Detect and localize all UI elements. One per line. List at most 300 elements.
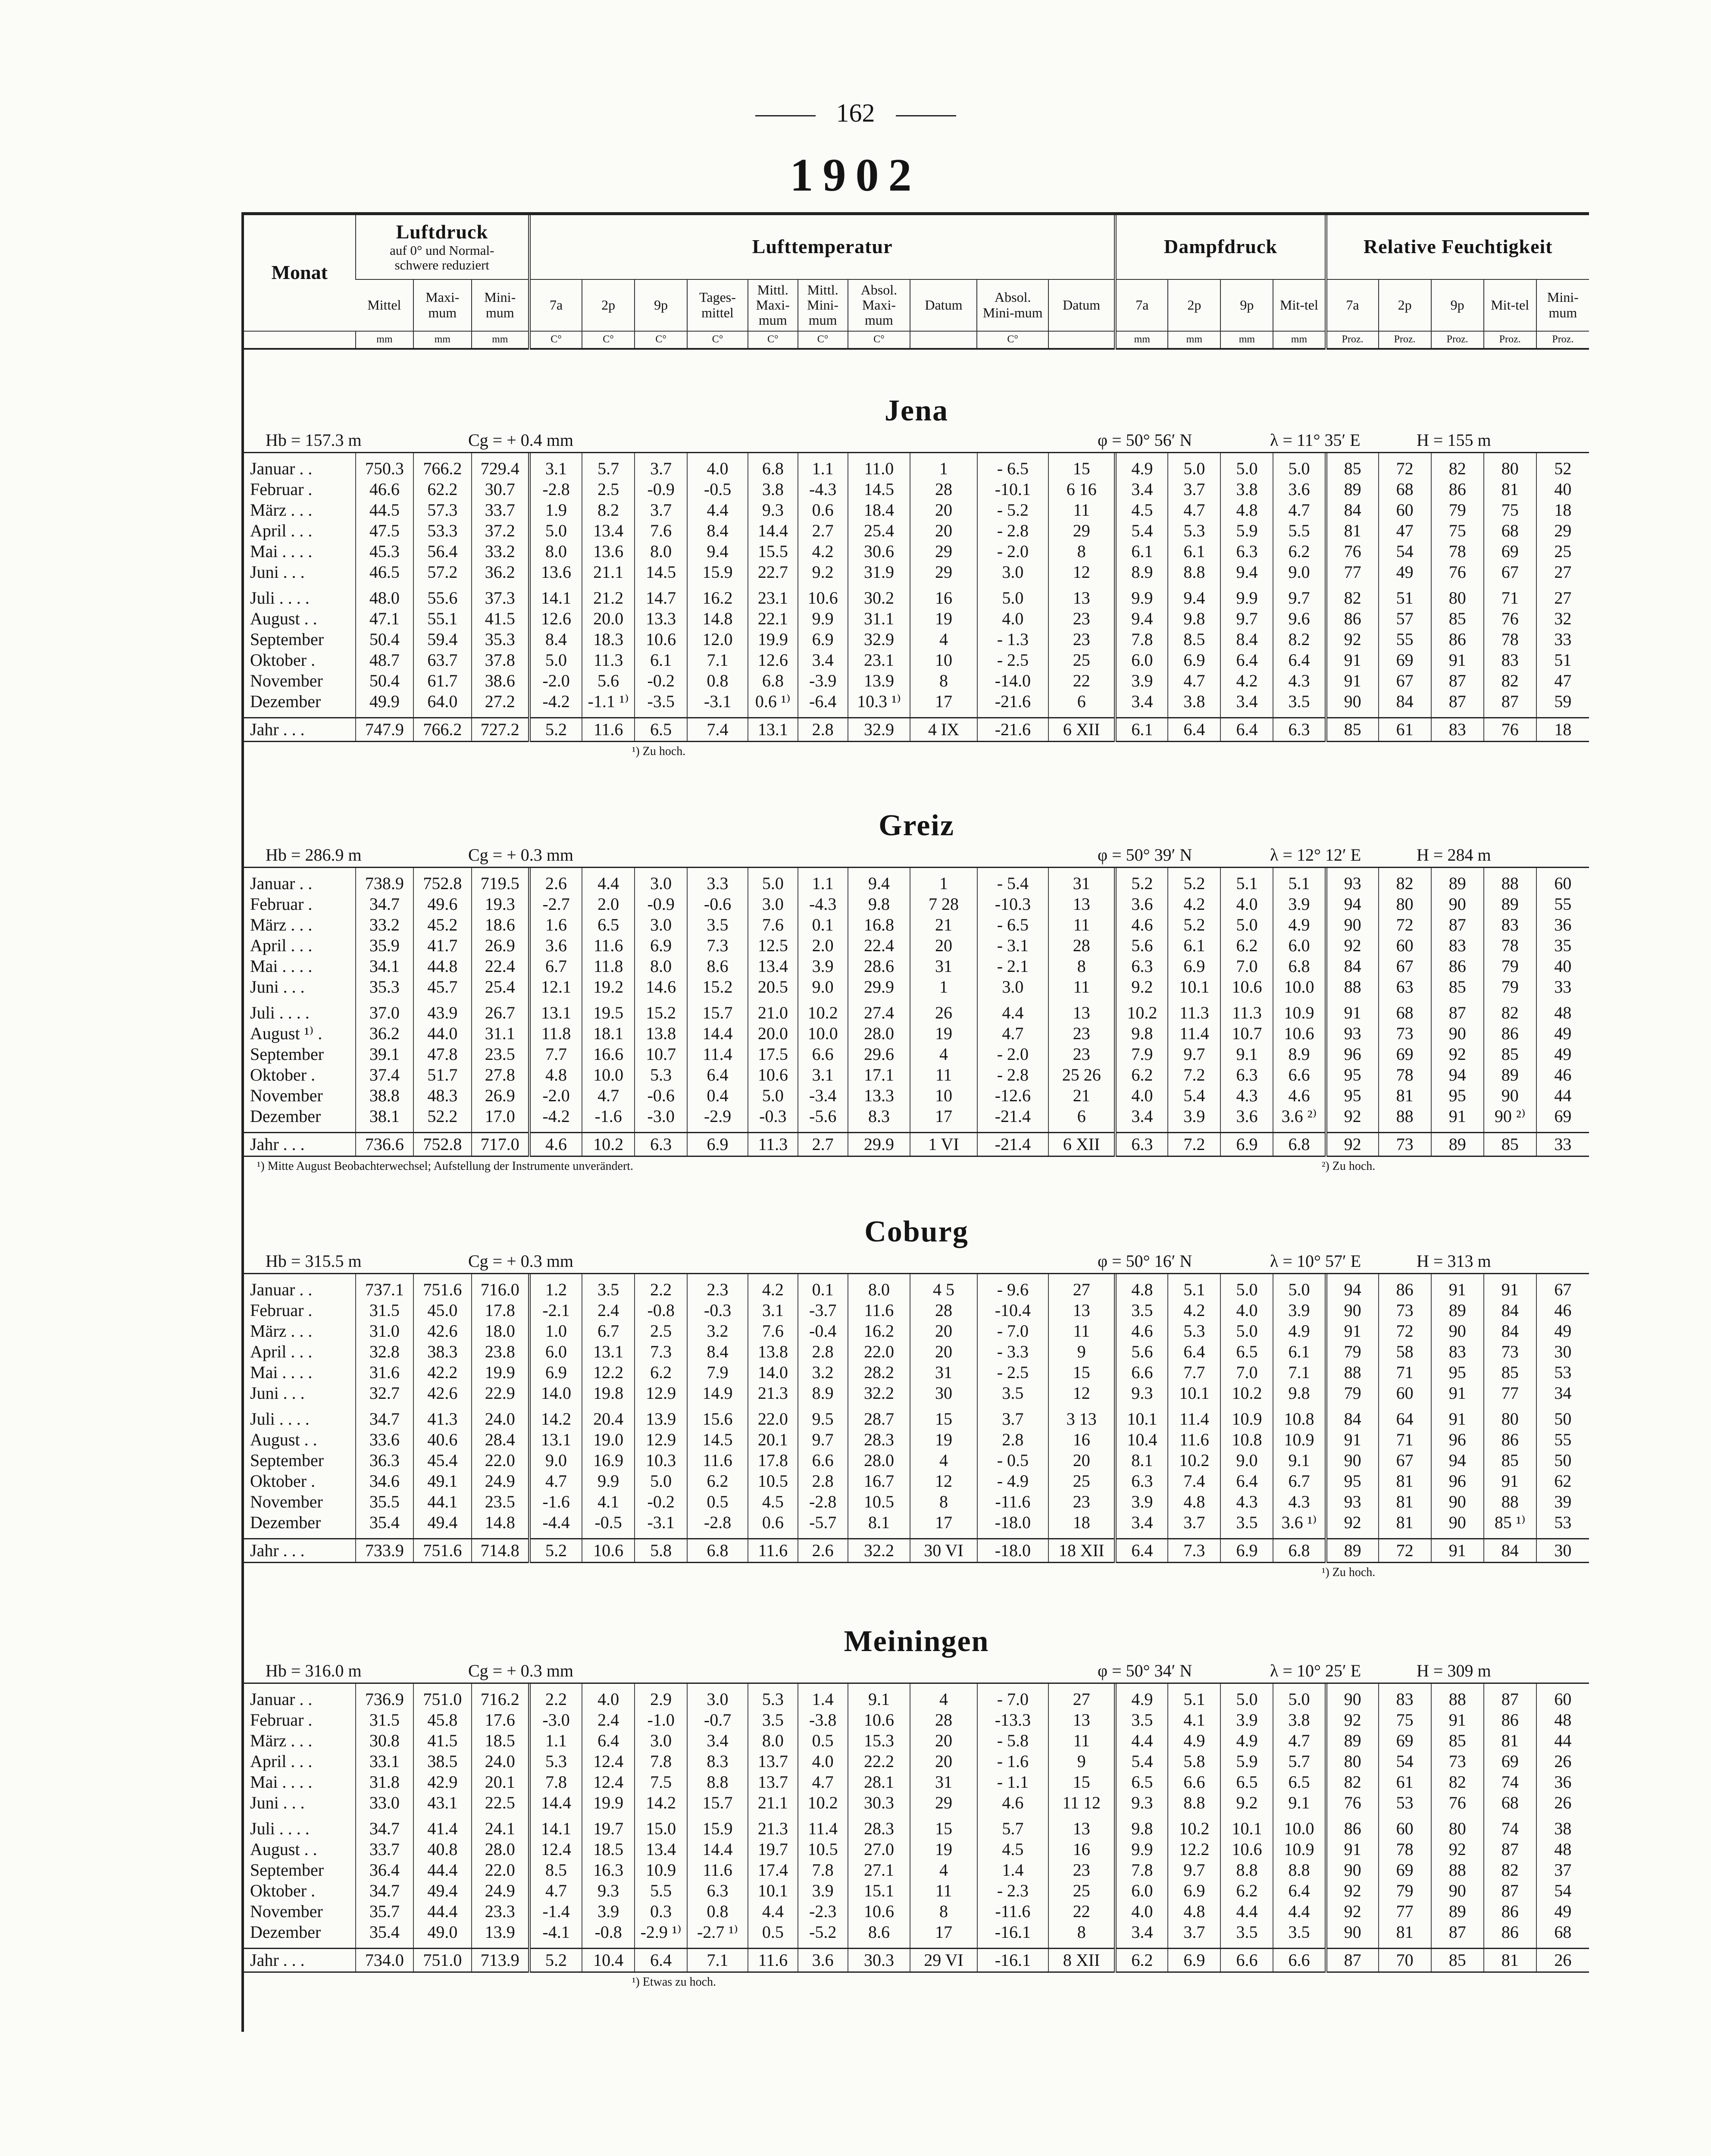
- cell: 92: [1326, 1512, 1379, 1533]
- month-row: [244, 1321, 1589, 1341]
- cell: 8.3: [687, 1751, 748, 1772]
- cell: 27: [1536, 588, 1589, 608]
- cell: 95: [1431, 1085, 1484, 1106]
- cell: 1.9: [529, 500, 582, 520]
- cell: 2.9: [635, 1689, 687, 1710]
- cell: 34.7: [356, 1818, 413, 1839]
- cell: 11.4: [1168, 1023, 1220, 1044]
- gap-cell: [635, 583, 687, 588]
- cell: 12.0: [687, 629, 748, 650]
- cell: 5.7: [1273, 1751, 1326, 1772]
- cell: 74: [1484, 1818, 1536, 1839]
- cell: 15: [910, 1818, 977, 1839]
- cell: 19.9: [472, 1362, 529, 1383]
- cell: 727.2: [472, 718, 529, 742]
- cell: 10.1: [748, 1880, 798, 1901]
- cell: 6.9: [1168, 1880, 1220, 1901]
- cell: 44.5: [356, 500, 413, 520]
- cell: 10.4: [1115, 1429, 1168, 1450]
- gap-cell: [910, 1943, 977, 1949]
- cell: 3.6: [529, 935, 582, 956]
- cell: 91: [1431, 1409, 1484, 1429]
- cell: 9.4: [848, 873, 910, 894]
- cell: 22: [1048, 1901, 1115, 1922]
- cell: 12: [1048, 1383, 1115, 1404]
- cell: 9.1: [1220, 1044, 1273, 1065]
- cell: 49: [1536, 1321, 1589, 1341]
- cell: 2.4: [582, 1300, 635, 1321]
- cell: 4.7: [977, 1023, 1049, 1044]
- cell: 5.5: [1273, 520, 1326, 541]
- cell: 4.1: [582, 1492, 635, 1512]
- cell: 90: [1326, 915, 1379, 935]
- cell: 26: [1536, 1792, 1589, 1813]
- cell: 67: [1536, 1279, 1589, 1300]
- station-data-table: [244, 1274, 1589, 1563]
- cell: 4.8: [529, 1065, 582, 1085]
- cell: 8.5: [1168, 629, 1220, 650]
- cell: - 2.5: [977, 650, 1049, 671]
- cell: 24.9: [472, 1471, 529, 1492]
- gap-cell: [1048, 1274, 1115, 1279]
- cell: 3.1: [798, 1065, 848, 1085]
- cell: 79: [1379, 1880, 1431, 1901]
- cell: 17: [910, 1106, 977, 1127]
- cell: 84: [1484, 1300, 1536, 1321]
- cell: -2.0: [529, 1085, 582, 1106]
- cell: 12.4: [582, 1772, 635, 1792]
- gap-cell: [1273, 583, 1326, 588]
- month-row: [244, 1429, 1589, 1450]
- cell: -0.7: [687, 1710, 748, 1730]
- cell: 3.7: [1168, 1512, 1220, 1533]
- gap-cell: [848, 1533, 910, 1539]
- gap-cell: [1326, 868, 1379, 873]
- cell: 736.6: [356, 1133, 413, 1156]
- cell: 73: [1379, 1300, 1431, 1321]
- cell: 75: [1431, 520, 1484, 541]
- cell: 82: [1326, 1772, 1379, 1792]
- station-data-table: [244, 1684, 1589, 1973]
- cell: 6.4: [687, 1065, 748, 1085]
- cell: 9.0: [529, 1450, 582, 1471]
- cell: 0.4: [687, 1085, 748, 1106]
- cell: 19.7: [748, 1839, 798, 1860]
- header-col-5: 9p: [635, 279, 687, 331]
- gap-cell: [977, 1274, 1049, 1279]
- cell: 67: [1379, 956, 1431, 977]
- cell: 30.7: [472, 479, 529, 500]
- cell: 91: [1431, 1710, 1484, 1730]
- cell: 0.6 ¹⁾: [748, 691, 798, 712]
- cell: 62: [1536, 1471, 1589, 1492]
- cell: 9.4: [1168, 588, 1220, 608]
- gap-cell: [1431, 1684, 1484, 1689]
- cell: 4.4: [748, 1901, 798, 1922]
- cell: 0.1: [798, 915, 848, 935]
- cell: 7.3: [1168, 1539, 1220, 1563]
- cell: 80: [1379, 894, 1431, 915]
- gap-cell: [413, 868, 471, 873]
- cell: 83: [1484, 915, 1536, 935]
- cell: 11.4: [798, 1818, 848, 1839]
- cell: 94: [1431, 1450, 1484, 1471]
- header-col-13: 7a: [1115, 279, 1168, 331]
- cell: 734.0: [356, 1949, 413, 1972]
- cell: 5.0: [748, 1085, 798, 1106]
- column-header: [244, 212, 1589, 350]
- cell: 22.2: [848, 1751, 910, 1772]
- cell: 3.0: [635, 915, 687, 935]
- station-phi: φ = 50° 39′ N: [1098, 845, 1192, 865]
- cell: 28.0: [472, 1839, 529, 1860]
- cell: - 5.4: [977, 873, 1049, 894]
- cell: 62.2: [413, 479, 471, 500]
- cell: 68: [1536, 1922, 1589, 1943]
- cell: 10.5: [748, 1471, 798, 1492]
- station-h: H = 284 m: [1417, 845, 1491, 865]
- gap-cell: [798, 1127, 848, 1133]
- cell: 30.3: [848, 1792, 910, 1813]
- cell: 23.1: [748, 588, 798, 608]
- cell: 19.9: [582, 1792, 635, 1813]
- cell: 83: [1484, 650, 1536, 671]
- cell: 6.2: [1115, 1949, 1168, 1972]
- cell: 36: [1536, 915, 1589, 935]
- cell: 4 5: [910, 1279, 977, 1300]
- cell: 16.6: [582, 1044, 635, 1065]
- unit-col-4: C°: [582, 331, 635, 349]
- cell: 35.4: [356, 1922, 413, 1943]
- gap-cell: [1115, 453, 1168, 458]
- gap-cell: [1484, 997, 1536, 1003]
- gap-cell: [1326, 453, 1379, 458]
- gap-cell: [1048, 1813, 1115, 1818]
- cell: 5.0: [1168, 458, 1220, 479]
- cell: 2.0: [582, 894, 635, 915]
- cell: -16.1: [977, 1949, 1049, 1972]
- cell: 16: [910, 588, 977, 608]
- gap-cell: [848, 453, 910, 458]
- cell: 4.4: [582, 873, 635, 894]
- cell: 92: [1326, 1710, 1379, 1730]
- gap-cell: [748, 583, 798, 588]
- cell: 6.4: [1220, 650, 1273, 671]
- cell: 3.9: [1168, 1106, 1220, 1127]
- cell: 17.8: [472, 1300, 529, 1321]
- cell: 7.3: [687, 935, 748, 956]
- cell: 6.4: [1273, 1880, 1326, 1901]
- month-label: November: [250, 1902, 323, 1921]
- cell: 69: [1484, 1751, 1536, 1772]
- cell: 21.2: [582, 588, 635, 608]
- unit-col-5: C°: [635, 331, 687, 349]
- cell: 8.1: [1115, 1450, 1168, 1471]
- station-footnotes: [244, 1973, 1589, 1995]
- cell: 54: [1379, 1751, 1431, 1772]
- gap-cell: [244, 1533, 356, 1539]
- month-row: [244, 458, 1589, 479]
- gap-cell: [910, 997, 977, 1003]
- cell: 20.5: [748, 977, 798, 997]
- header-lufttemperatur: Lufttemperatur: [529, 214, 1115, 279]
- cell: 22.4: [472, 956, 529, 977]
- cell: 44.8: [413, 956, 471, 977]
- cell: 22.5: [472, 1792, 529, 1813]
- cell: 8.8: [687, 1772, 748, 1792]
- cell: 10.2: [798, 1003, 848, 1023]
- cell: 39.1: [356, 1044, 413, 1065]
- cell: -0.5: [687, 479, 748, 500]
- cell: 4.7: [529, 1471, 582, 1492]
- cell: 12.9: [635, 1429, 687, 1450]
- cell: 3.5: [1115, 1300, 1168, 1321]
- cell: 19: [910, 1839, 977, 1860]
- cell: 3.4: [1115, 1106, 1168, 1127]
- cell: 12.6: [529, 608, 582, 629]
- cell: 81: [1326, 520, 1379, 541]
- cell: 9.2: [1115, 977, 1168, 997]
- cell: -21.6: [977, 718, 1049, 742]
- cell: 2.4: [582, 1710, 635, 1730]
- cell: 13: [1048, 1818, 1115, 1839]
- gap-cell: [356, 712, 413, 718]
- gap-cell: [977, 868, 1049, 873]
- cell: 747.9: [356, 718, 413, 742]
- cell: 3.4: [1115, 479, 1168, 500]
- gap-cell: [1168, 583, 1220, 588]
- cell: 69: [1484, 541, 1536, 562]
- month-row: [244, 1023, 1589, 1044]
- station-meiningen: [244, 1623, 1589, 1995]
- gap-cell: [582, 1813, 635, 1818]
- gap-cell: [472, 1943, 529, 1949]
- gap-cell: [1326, 712, 1379, 718]
- cell: 7.9: [687, 1362, 748, 1383]
- month-row: [244, 894, 1589, 915]
- cell: 6.9: [635, 935, 687, 956]
- cell: 4: [910, 1044, 977, 1065]
- cell: 7.6: [748, 1321, 798, 1341]
- cell: 8.2: [1273, 629, 1326, 650]
- row-gap: [244, 712, 1589, 718]
- cell: 6.2: [1220, 1880, 1273, 1901]
- cell: 4.6: [1273, 1085, 1326, 1106]
- header-dampfdruck: Dampfdruck: [1115, 214, 1326, 279]
- cell: 17.1: [848, 1065, 910, 1085]
- footnote: ¹) Zu hoch.: [632, 745, 686, 758]
- cell: 11.8: [582, 956, 635, 977]
- cell: - 4.9: [977, 1471, 1049, 1492]
- gap-cell: [1115, 1274, 1168, 1279]
- cell: -4.1: [529, 1922, 582, 1943]
- cell: 7.8: [1115, 629, 1168, 650]
- cell: 10.6: [1273, 1023, 1326, 1044]
- gap-cell: [910, 1684, 977, 1689]
- cell: 9.7: [1220, 608, 1273, 629]
- cell: 3.1: [748, 1300, 798, 1321]
- cell: 77: [1326, 562, 1379, 583]
- cell: 15.9: [687, 562, 748, 583]
- station-lambda: λ = 10° 25′ E: [1270, 1661, 1361, 1680]
- cell: 11: [1048, 915, 1115, 935]
- gap-cell: [1168, 1127, 1220, 1133]
- cell: 41.3: [413, 1409, 471, 1429]
- cell: 28: [910, 1710, 977, 1730]
- cell: 32.2: [848, 1539, 910, 1563]
- cell: 18.1: [582, 1023, 635, 1044]
- cell: 8.4: [687, 1341, 748, 1362]
- cell: 49.4: [413, 1512, 471, 1533]
- cell: 5.6: [1115, 1341, 1168, 1362]
- cell: -5.6: [798, 1106, 848, 1127]
- cell: 87: [1431, 915, 1484, 935]
- cell: 11 12: [1048, 1792, 1115, 1813]
- cell: 10.0: [798, 1023, 848, 1044]
- cell: 76: [1326, 541, 1379, 562]
- gap-cell: [1048, 1404, 1115, 1409]
- cell: 17.5: [748, 1044, 798, 1065]
- cell: 6.2: [635, 1362, 687, 1383]
- gap-cell: [582, 712, 635, 718]
- year-row: [244, 1133, 1589, 1156]
- month-row: [244, 1065, 1589, 1085]
- gap-cell: [1273, 453, 1326, 458]
- cell: 14.8: [472, 1512, 529, 1533]
- cell: 56.4: [413, 541, 471, 562]
- footnote: ¹) Mitte August Beobachterwechsel; Aufstellung der Instrumente unverändert.: [257, 1159, 634, 1173]
- station-lambda: λ = 12° 12′ E: [1270, 845, 1361, 865]
- cell: 13: [1048, 1003, 1115, 1023]
- cell: 19.2: [582, 977, 635, 997]
- cell: 33: [1536, 977, 1589, 997]
- cell: 10.2: [1220, 1383, 1273, 1404]
- cell: 36.3: [356, 1450, 413, 1471]
- cell: 73: [1379, 1023, 1431, 1044]
- cell: 6.8: [1273, 956, 1326, 977]
- gap-cell: [1379, 997, 1431, 1003]
- cell: 60: [1379, 500, 1431, 520]
- cell: 11.0: [848, 458, 910, 479]
- cell: 51: [1379, 588, 1431, 608]
- cell: 3.4: [1115, 691, 1168, 712]
- cell: 79: [1326, 1383, 1379, 1404]
- cell: 38.8: [356, 1085, 413, 1106]
- cell: 30.8: [356, 1730, 413, 1751]
- cell: 6.5: [582, 915, 635, 935]
- cell: 0.5: [748, 1922, 798, 1943]
- cell: 69: [1379, 650, 1431, 671]
- cell: 82: [1484, 1860, 1536, 1880]
- gap-cell: [1115, 1533, 1168, 1539]
- gap-cell: [1484, 453, 1536, 458]
- gap-cell: [413, 1274, 471, 1279]
- cell: 3.0: [977, 977, 1049, 997]
- cell: 7.9: [1115, 1044, 1168, 1065]
- gap-cell: [1536, 1943, 1589, 1949]
- gap-cell: [687, 583, 748, 588]
- month-label: Juni . . .: [250, 1793, 305, 1812]
- cell: 8: [910, 1492, 977, 1512]
- cell: 81: [1379, 1471, 1431, 1492]
- gap-cell: [910, 1533, 977, 1539]
- gap-cell: [1220, 1684, 1273, 1689]
- cell: 71: [1379, 1362, 1431, 1383]
- cell: 3.4: [798, 650, 848, 671]
- gap-cell: [748, 1533, 798, 1539]
- cell: 46.5: [356, 562, 413, 583]
- gap-cell: [582, 1684, 635, 1689]
- cell: 32.2: [848, 1383, 910, 1404]
- cell: 30: [910, 1383, 977, 1404]
- cell: 21.3: [748, 1818, 798, 1839]
- cell: 90: [1326, 1860, 1379, 1880]
- cell: 16.8: [848, 915, 910, 935]
- cell: 20: [910, 1730, 977, 1751]
- unit-col-20: Proz.: [1484, 331, 1536, 349]
- gap-cell: [529, 997, 582, 1003]
- cell: 17: [910, 1512, 977, 1533]
- cell: 35.7: [356, 1901, 413, 1922]
- cell: 10.9: [1220, 1409, 1273, 1429]
- cell: 19.8: [582, 1383, 635, 1404]
- cell: -2.9: [687, 1106, 748, 1127]
- year-row: [244, 718, 1589, 742]
- cell: 4.0: [1115, 1901, 1168, 1922]
- header-col-10: Datum: [910, 279, 977, 331]
- month-row: [244, 671, 1589, 691]
- cell: 751.6: [413, 1539, 471, 1563]
- cell: 95: [1326, 1085, 1379, 1106]
- gap-cell: [1220, 1274, 1273, 1279]
- cell: 82: [1431, 1772, 1484, 1792]
- month-row: [244, 1922, 1589, 1943]
- gap-cell: [529, 1533, 582, 1539]
- cell: 1.1: [798, 458, 848, 479]
- month-row: [244, 608, 1589, 629]
- header-col-15: 9p: [1220, 279, 1273, 331]
- gap-cell: [1536, 997, 1589, 1003]
- cell: 15.2: [687, 977, 748, 997]
- gap-cell: [1115, 1404, 1168, 1409]
- cell: 29: [910, 1792, 977, 1813]
- month-row: [244, 1880, 1589, 1901]
- cell: 6.6: [1273, 1949, 1326, 1972]
- gap-cell: [687, 997, 748, 1003]
- cell: 3.9: [1220, 1710, 1273, 1730]
- cell: 19.9: [748, 629, 798, 650]
- cell: 38.6: [472, 671, 529, 691]
- cell: 91: [1326, 1003, 1379, 1023]
- cell: 24.1: [472, 1818, 529, 1839]
- cell: 89: [1431, 1901, 1484, 1922]
- gap-cell: [910, 1274, 977, 1279]
- cell: 12.6: [748, 650, 798, 671]
- cell: 31.0: [356, 1321, 413, 1341]
- cell: 21: [1048, 1085, 1115, 1106]
- cell: 4.0: [977, 608, 1049, 629]
- cell: 78: [1379, 1839, 1431, 1860]
- year-row: [244, 1949, 1589, 1972]
- cell: 84: [1484, 1321, 1536, 1341]
- cell: 78: [1431, 541, 1484, 562]
- cell: 13: [1048, 894, 1115, 915]
- cell: 51: [1536, 650, 1589, 671]
- gap-cell: [977, 1404, 1049, 1409]
- header-col-8: Mittl. Mini-mum: [798, 279, 848, 331]
- gap-cell: [413, 1684, 471, 1689]
- cell: -10.3: [977, 894, 1049, 915]
